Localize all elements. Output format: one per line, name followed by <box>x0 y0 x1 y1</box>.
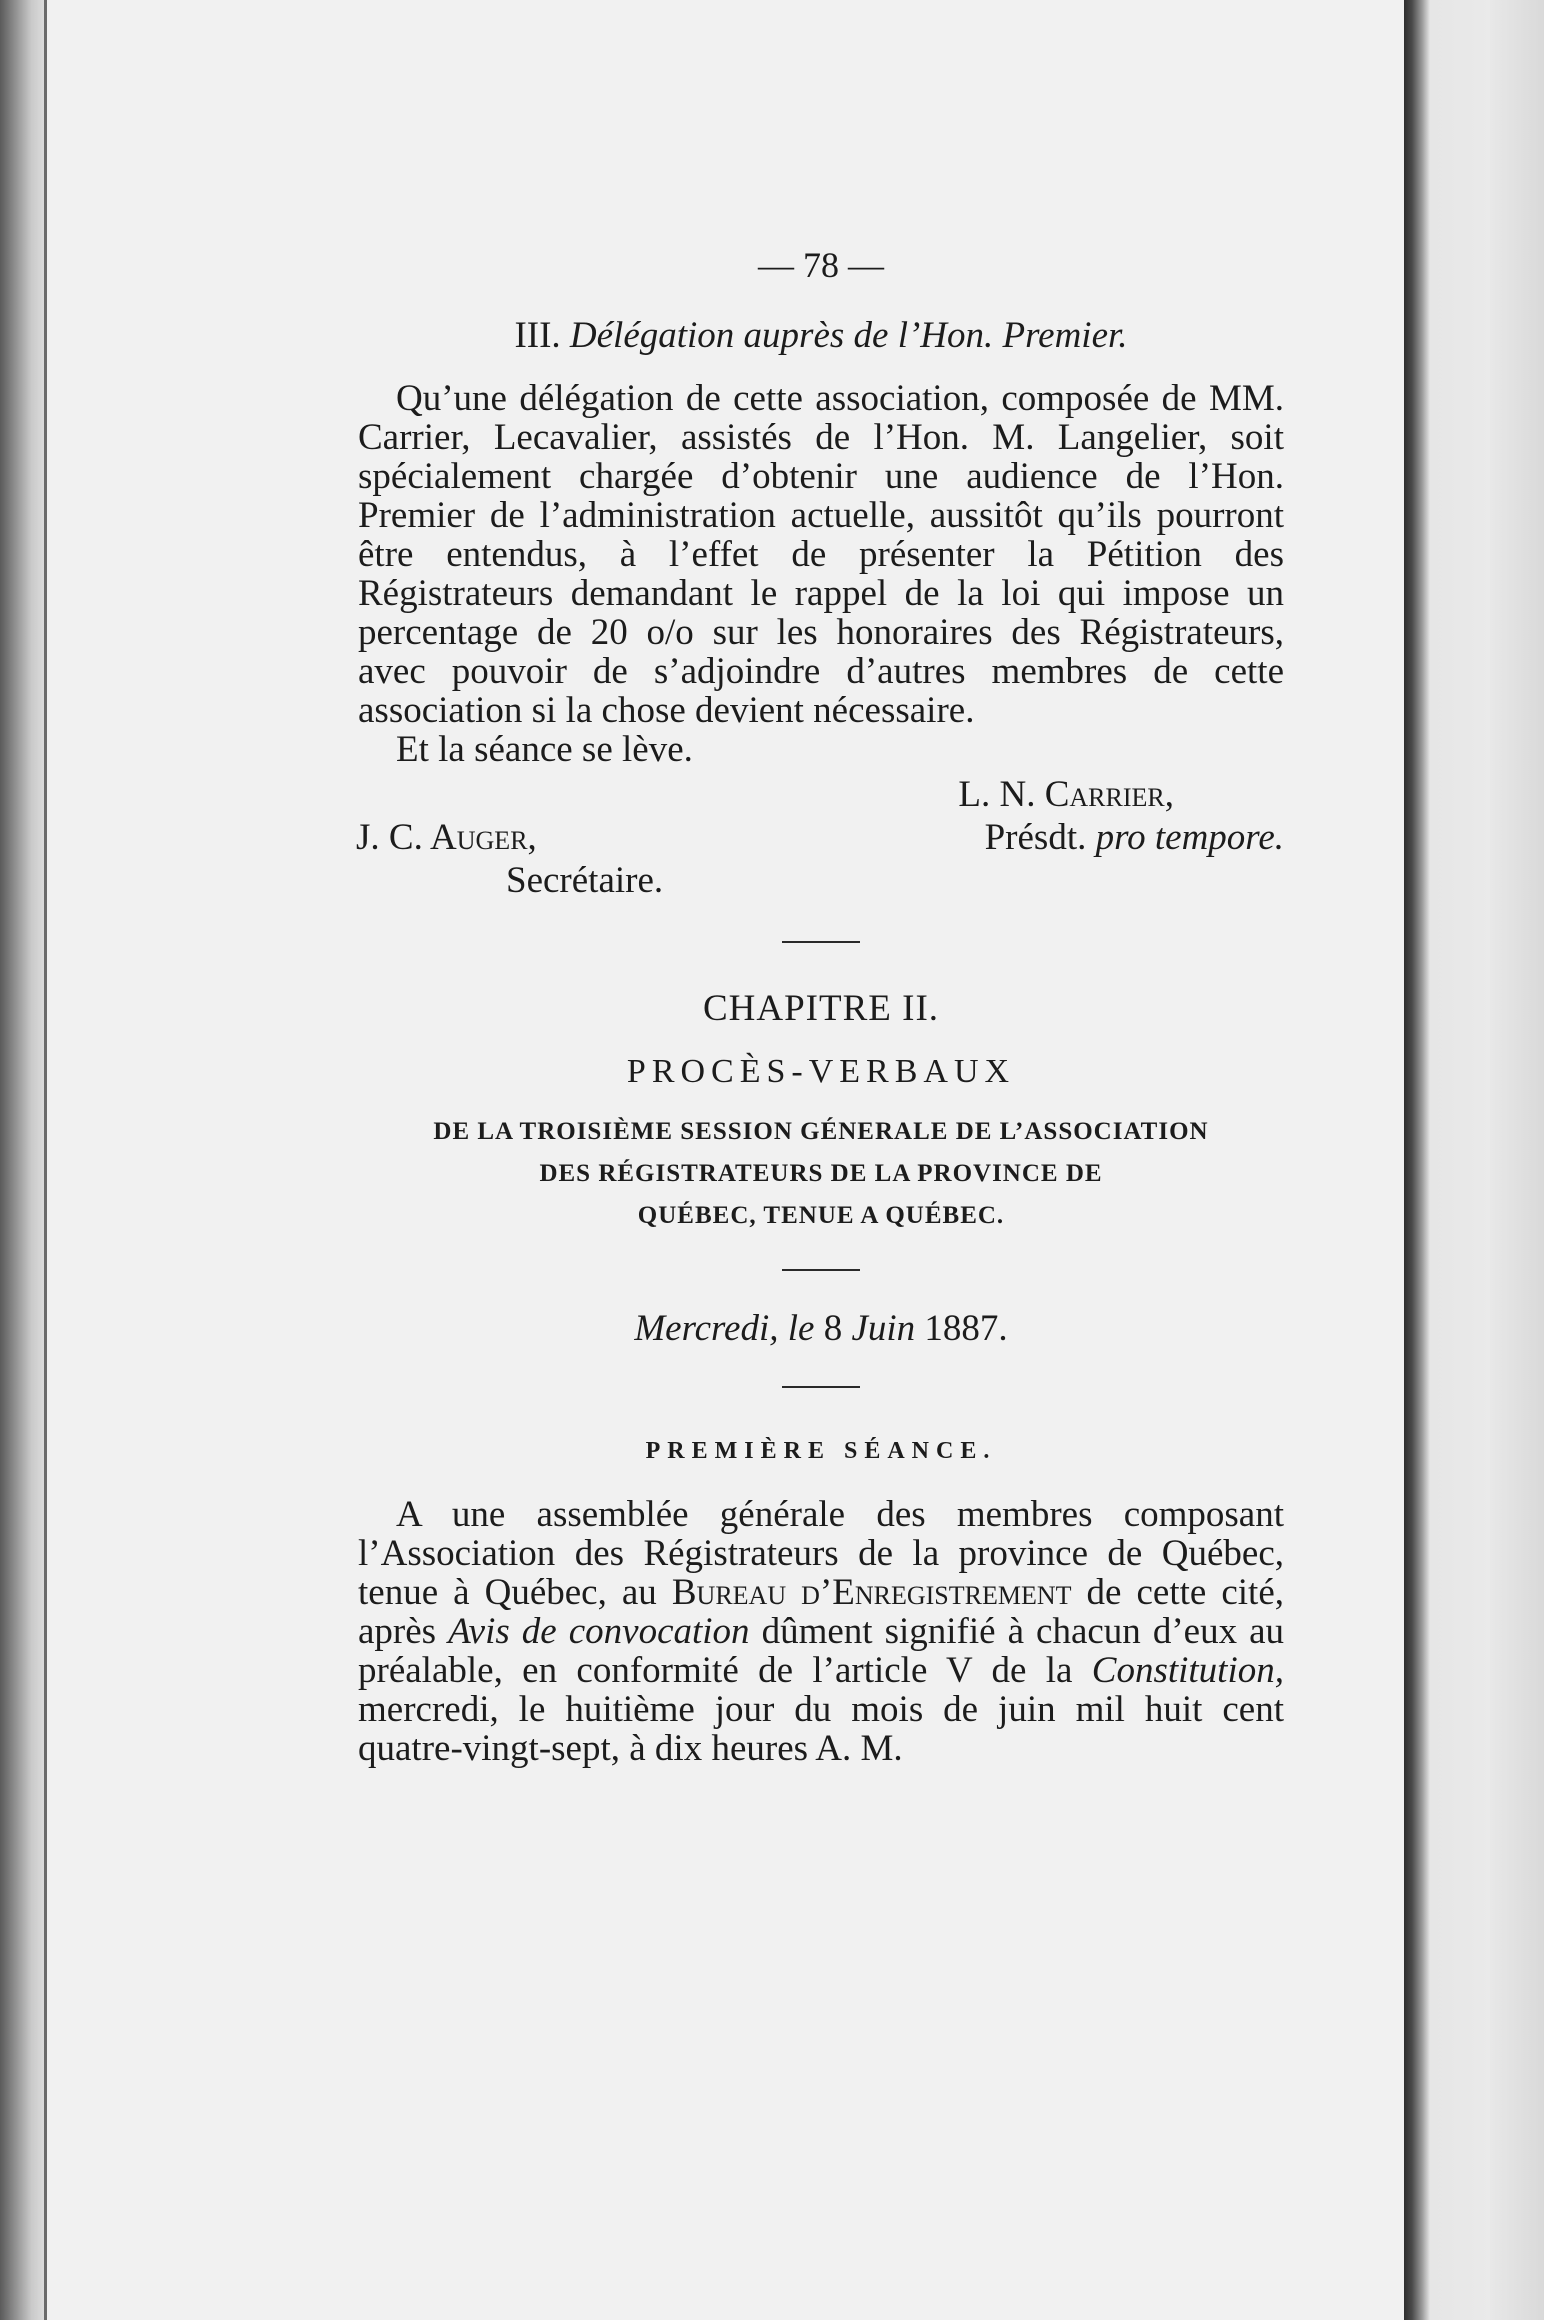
paragraph-text: A une assemblée générale des membres composant l’Association des Régistrateurs de la province de Québec, tenue à Québec, au <box>358 1494 1284 1613</box>
convocation-notice: Avis de convocation <box>448 1611 750 1652</box>
secretary-name: J. C. Auger, <box>356 817 537 858</box>
date-month: Juin <box>851 1308 916 1349</box>
president-title <box>985 818 1284 857</box>
president-title-prefix: Présdt. <box>984 817 1087 858</box>
divider-rule <box>782 1269 860 1271</box>
delegation-paragraph: Qu’une délégation de cette association, composée de MM. Carrier, Lecavalier, assistés de l’Hon. M. Langelier, soit spécialement chargée d’obtenir une audience de l’Hon. Premier de l’administration actuelle, aussitôt qu’ils pourront être entendus, à l’effet de présenter la Pétition des Régistrateurs demandant le rappel de la loi qui impose un percentage de 20 o/o sur les honoraires des Régistrateurs, avec pouvoir de s’adjoindre d’autres membres de cette association si la chose devient nécessaire. <box>358 378 1284 731</box>
president-name: L. N. Carrier, <box>958 774 1174 815</box>
section-heading <box>358 316 1284 355</box>
divider-rule <box>782 941 860 943</box>
text-column <box>358 246 1284 1768</box>
date-year: 1887. <box>924 1308 1008 1349</box>
session-subtitle <box>358 1111 1284 1237</box>
page-number: — 78 — <box>758 245 884 285</box>
paragraph-text: dûment signifié à chacun d’eux au préalable, en conformité de l’article V de la <box>358 1611 1285 1691</box>
paragraph-text: de cette cité, après <box>358 1572 1285 1652</box>
section-title: Délégation auprès de l’Hon. Premier. <box>569 315 1128 356</box>
divider-rule <box>782 1386 860 1388</box>
chapter-title: CHAPITRE II. <box>702 988 940 1029</box>
date-day: 8 <box>823 1308 843 1349</box>
closing-line: Et la séance se lève. <box>396 729 693 770</box>
subtitle-line: DE LA TROISIÈME SESSION GÉNERALE DE L’ASSOCIATION <box>433 1118 1209 1145</box>
president-title-italic: pro tempore. <box>1095 817 1284 858</box>
constitution-ref: Constitution, <box>1091 1650 1284 1691</box>
assembly-paragraph <box>358 1495 1284 1768</box>
paragraph-text: mercredi, le huitième jour du mois de juin mil huit cent quatre-vingt-sept, à dix heures A. M. <box>358 1689 1284 1769</box>
seance-title: PREMIÈRE SÉANCE. <box>645 1438 997 1464</box>
secretary-title: Secrétaire. <box>506 860 664 901</box>
bureau-name: Bureau d’Enregistrement <box>671 1572 1072 1613</box>
date-weekday: Mercredi, le <box>634 1308 815 1349</box>
signature-block <box>358 775 1284 905</box>
subtitle-line: QUÉBEC, TENUE A QUÉBEC. <box>637 1202 1005 1229</box>
section-number: III. <box>514 315 561 356</box>
session-date <box>358 1309 1284 1348</box>
next-page-edge <box>1490 0 1544 2320</box>
proces-verbaux-title: PROCÈS-VERBAUX <box>626 1053 1016 1090</box>
subtitle-line: DES RÉGISTRATEURS DE LA PROVINCE DE <box>539 1160 1103 1187</box>
